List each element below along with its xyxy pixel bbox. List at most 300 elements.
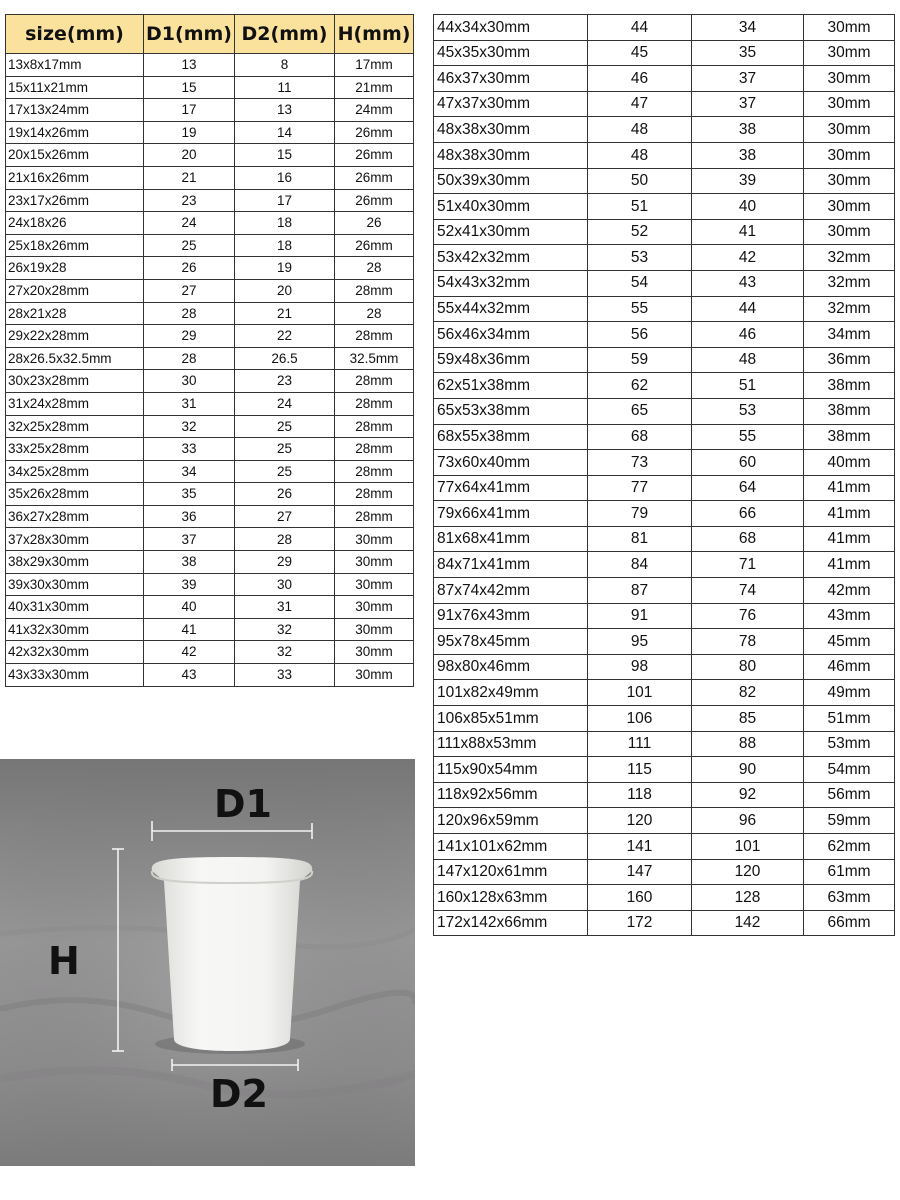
cell-d2: 27 (235, 505, 335, 528)
cell-d2: 46 (692, 322, 804, 348)
cell-d2: 28 (235, 528, 335, 551)
cell-h: 30mm (804, 66, 895, 92)
cell-d1: 29 (144, 325, 235, 348)
cell-d1: 35 (144, 483, 235, 506)
cell-d2: 96 (692, 808, 804, 834)
cell-size: 87x74x42mm (434, 578, 588, 604)
table-row (434, 296, 895, 322)
cell-size: 79x66x41mm (434, 501, 588, 527)
cell-size: 23x17x26mm (6, 189, 144, 212)
cell-h: 30mm (804, 15, 895, 41)
cell-d1: 91 (588, 603, 692, 629)
cell-size: 30x23x28mm (6, 370, 144, 393)
cell-d1: 44 (588, 15, 692, 41)
cell-h: 42mm (804, 578, 895, 604)
table-row (434, 450, 895, 476)
cell-d1: 37 (144, 528, 235, 551)
cell-size: 13x8x17mm (6, 54, 144, 77)
cell-size: 40x31x30mm (6, 596, 144, 619)
cell-d1: 111 (588, 731, 692, 757)
table-row (6, 257, 414, 280)
cell-d2: 19 (235, 257, 335, 280)
table-row (434, 834, 895, 860)
cell-d1: 56 (588, 322, 692, 348)
cell-h: 26mm (335, 166, 414, 189)
cell-d1: 120 (588, 808, 692, 834)
cell-size: 28x26.5x32.5mm (6, 347, 144, 370)
cell-d1: 47 (588, 91, 692, 117)
table-row (6, 392, 414, 415)
cell-h: 30mm (335, 551, 414, 574)
table-row (434, 526, 895, 552)
cell-d2: 32 (235, 618, 335, 641)
table-row (6, 483, 414, 506)
cell-d1: 172 (588, 910, 692, 936)
cell-h: 17mm (335, 54, 414, 77)
cell-h: 30mm (804, 40, 895, 66)
table-row (6, 347, 414, 370)
cell-d1: 77 (588, 475, 692, 501)
cell-d1: 115 (588, 757, 692, 783)
cell-d2: 23 (235, 370, 335, 393)
cell-d1: 19 (144, 121, 235, 144)
cell-h: 38mm (804, 424, 895, 450)
cell-h: 32mm (804, 270, 895, 296)
cell-h: 28 (335, 257, 414, 280)
cell-d2: 92 (692, 782, 804, 808)
cell-d1: 30 (144, 370, 235, 393)
cell-h: 28mm (335, 370, 414, 393)
cell-d2: 51 (692, 373, 804, 399)
label-d1: D1 (214, 782, 272, 826)
cell-d2: 68 (692, 526, 804, 552)
table-row (434, 706, 895, 732)
cell-size: 48x38x30mm (434, 117, 588, 143)
table-row (434, 373, 895, 399)
table-row (434, 398, 895, 424)
cell-d2: 34 (692, 15, 804, 41)
cell-size: 111x88x53mm (434, 731, 588, 757)
cell-d2: 25 (235, 415, 335, 438)
table-row (6, 144, 414, 167)
cell-size: 45x35x30mm (434, 40, 588, 66)
header-d2: D2(mm) (235, 15, 335, 54)
table-row (434, 859, 895, 885)
cell-d2: 11 (235, 76, 335, 99)
cell-h: 26mm (335, 189, 414, 212)
cell-h: 28 (335, 302, 414, 325)
table-row (434, 40, 895, 66)
cell-d2: 101 (692, 834, 804, 860)
cell-d2: 42 (692, 245, 804, 271)
cell-d2: 25 (235, 460, 335, 483)
table-row (6, 641, 414, 664)
cell-d1: 34 (144, 460, 235, 483)
table-row (434, 501, 895, 527)
cell-size: 51x40x30mm (434, 194, 588, 220)
cell-d2: 14 (235, 121, 335, 144)
cell-d1: 73 (588, 450, 692, 476)
cell-d2: 142 (692, 910, 804, 936)
table-row (434, 424, 895, 450)
cell-d1: 25 (144, 234, 235, 257)
table-row (6, 234, 414, 257)
cell-d1: 36 (144, 505, 235, 528)
cell-size: 172x142x66mm (434, 910, 588, 936)
cell-size: 24x18x26 (6, 212, 144, 235)
cell-d1: 33 (144, 438, 235, 461)
cell-size: 50x39x30mm (434, 168, 588, 194)
cell-d1: 59 (588, 347, 692, 373)
table-row (6, 664, 414, 687)
cell-h: 36mm (804, 347, 895, 373)
cell-size: 35x26x28mm (6, 483, 144, 506)
table-row (6, 618, 414, 641)
cell-h: 30mm (335, 528, 414, 551)
cell-d2: 25 (235, 438, 335, 461)
cell-d2: 128 (692, 885, 804, 911)
cell-size: 39x30x30mm (6, 573, 144, 596)
cell-d1: 48 (588, 117, 692, 143)
cell-h: 56mm (804, 782, 895, 808)
cell-d1: 32 (144, 415, 235, 438)
cell-d1: 87 (588, 578, 692, 604)
cell-d2: 31 (235, 596, 335, 619)
table-row (434, 15, 895, 41)
cell-h: 30mm (335, 573, 414, 596)
size-table-left (5, 14, 414, 687)
header-h: H(mm) (335, 15, 414, 54)
cell-d2: 90 (692, 757, 804, 783)
cell-d1: 98 (588, 654, 692, 680)
cell-d1: 15 (144, 76, 235, 99)
size-table-right (433, 14, 895, 936)
cell-d2: 55 (692, 424, 804, 450)
table-row (434, 117, 895, 143)
cell-d2: 8 (235, 54, 335, 77)
cell-size: 68x55x38mm (434, 424, 588, 450)
cell-size: 27x20x28mm (6, 279, 144, 302)
cell-size: 53x42x32mm (434, 245, 588, 271)
cell-d1: 51 (588, 194, 692, 220)
table-row (6, 76, 414, 99)
cell-d1: 42 (144, 641, 235, 664)
table-row (6, 166, 414, 189)
silicone-stopper (152, 857, 312, 1051)
cell-d2: 15 (235, 144, 335, 167)
cell-d1: 53 (588, 245, 692, 271)
cell-h: 49mm (804, 680, 895, 706)
cell-d2: 82 (692, 680, 804, 706)
cell-d2: 21 (235, 302, 335, 325)
table-row (434, 680, 895, 706)
cell-d2: 44 (692, 296, 804, 322)
cell-d2: 29 (235, 551, 335, 574)
cell-size: 56x46x34mm (434, 322, 588, 348)
cell-size: 32x25x28mm (6, 415, 144, 438)
cell-d1: 141 (588, 834, 692, 860)
cell-d2: 38 (692, 142, 804, 168)
cell-h: 24mm (335, 99, 414, 122)
cell-d2: 33 (235, 664, 335, 687)
table-row (434, 578, 895, 604)
table-row (6, 573, 414, 596)
cell-d1: 48 (588, 142, 692, 168)
cell-size: 48x38x30mm (434, 142, 588, 168)
cell-h: 38mm (804, 398, 895, 424)
cell-h: 26 (335, 212, 414, 235)
table-row (6, 302, 414, 325)
cell-h: 61mm (804, 859, 895, 885)
table-row (6, 279, 414, 302)
cell-d2: 37 (692, 66, 804, 92)
cell-h: 63mm (804, 885, 895, 911)
cell-h: 30mm (804, 117, 895, 143)
cell-size: 29x22x28mm (6, 325, 144, 348)
cell-h: 41mm (804, 552, 895, 578)
table-row (434, 629, 895, 655)
cell-h: 21mm (335, 76, 414, 99)
table-row (434, 654, 895, 680)
header-d1: D1(mm) (144, 15, 235, 54)
cell-d1: 68 (588, 424, 692, 450)
cell-h: 30mm (335, 641, 414, 664)
cell-size: 84x71x41mm (434, 552, 588, 578)
cell-h: 28mm (335, 483, 414, 506)
cell-d2: 85 (692, 706, 804, 732)
cell-d2: 41 (692, 219, 804, 245)
cell-size: 42x32x30mm (6, 641, 144, 664)
cell-size: 65x53x38mm (434, 398, 588, 424)
cell-d1: 24 (144, 212, 235, 235)
table-row (6, 54, 414, 77)
cell-d1: 101 (588, 680, 692, 706)
cell-size: 95x78x45mm (434, 629, 588, 655)
cell-size: 115x90x54mm (434, 757, 588, 783)
cell-h: 26mm (335, 234, 414, 257)
cell-d1: 21 (144, 166, 235, 189)
cell-d2: 40 (692, 194, 804, 220)
cell-d1: 52 (588, 219, 692, 245)
cell-size: 38x29x30mm (6, 551, 144, 574)
cell-d2: 26 (235, 483, 335, 506)
cell-d2: 20 (235, 279, 335, 302)
cell-h: 28mm (335, 392, 414, 415)
cell-d1: 23 (144, 189, 235, 212)
cell-h: 41mm (804, 501, 895, 527)
cell-size: 55x44x32mm (434, 296, 588, 322)
cell-d2: 66 (692, 501, 804, 527)
cell-size: 62x51x38mm (434, 373, 588, 399)
cell-d1: 106 (588, 706, 692, 732)
cell-size: 118x92x56mm (434, 782, 588, 808)
cell-h: 53mm (804, 731, 895, 757)
table-row (6, 325, 414, 348)
cell-d2: 24 (235, 392, 335, 415)
cell-size: 81x68x41mm (434, 526, 588, 552)
cell-d1: 81 (588, 526, 692, 552)
label-h: H (48, 939, 80, 983)
cell-d1: 45 (588, 40, 692, 66)
cell-h: 41mm (804, 526, 895, 552)
cell-size: 147x120x61mm (434, 859, 588, 885)
cell-h: 32.5mm (335, 347, 414, 370)
cell-h: 30mm (804, 194, 895, 220)
table-row (434, 347, 895, 373)
cell-h: 54mm (804, 757, 895, 783)
cell-h: 66mm (804, 910, 895, 936)
cell-size: 33x25x28mm (6, 438, 144, 461)
cell-d2: 43 (692, 270, 804, 296)
cell-d2: 35 (692, 40, 804, 66)
cell-d1: 26 (144, 257, 235, 280)
cell-size: 41x32x30mm (6, 618, 144, 641)
table-row (6, 189, 414, 212)
header-size: size(mm) (6, 15, 144, 54)
cell-h: 46mm (804, 654, 895, 680)
cell-d1: 20 (144, 144, 235, 167)
cell-size: 28x21x28 (6, 302, 144, 325)
cell-size: 46x37x30mm (434, 66, 588, 92)
cell-d2: 17 (235, 189, 335, 212)
cell-d2: 16 (235, 166, 335, 189)
cell-h: 28mm (335, 460, 414, 483)
cell-d1: 147 (588, 859, 692, 885)
table-row (6, 212, 414, 235)
cell-size: 21x16x26mm (6, 166, 144, 189)
table-row (434, 910, 895, 936)
table-row (6, 505, 414, 528)
table-row (434, 322, 895, 348)
table-row (434, 731, 895, 757)
table-row (6, 438, 414, 461)
cell-h: 43mm (804, 603, 895, 629)
cell-size: 54x43x32mm (434, 270, 588, 296)
cell-h: 32mm (804, 296, 895, 322)
cell-h: 40mm (804, 450, 895, 476)
cell-h: 28mm (335, 505, 414, 528)
table-row (434, 194, 895, 220)
cell-d1: 31 (144, 392, 235, 415)
cell-d2: 38 (692, 117, 804, 143)
cell-size: 73x60x40mm (434, 450, 588, 476)
cell-d1: 41 (144, 618, 235, 641)
table-row (434, 168, 895, 194)
product-photo (0, 759, 415, 1166)
table-row (6, 99, 414, 122)
cell-d2: 78 (692, 629, 804, 655)
cell-d2: 30 (235, 573, 335, 596)
cell-d1: 118 (588, 782, 692, 808)
table-row (434, 142, 895, 168)
cell-h: 30mm (804, 168, 895, 194)
cell-size: 52x41x30mm (434, 219, 588, 245)
cell-d1: 43 (144, 664, 235, 687)
cell-h: 51mm (804, 706, 895, 732)
cell-size: 59x48x36mm (434, 347, 588, 373)
cell-size: 44x34x30mm (434, 15, 588, 41)
cell-size: 160x128x63mm (434, 885, 588, 911)
cell-d2: 80 (692, 654, 804, 680)
cell-d1: 28 (144, 302, 235, 325)
table-row (6, 121, 414, 144)
cell-d1: 17 (144, 99, 235, 122)
cell-d1: 79 (588, 501, 692, 527)
table-row (434, 808, 895, 834)
cell-d2: 37 (692, 91, 804, 117)
cell-h: 62mm (804, 834, 895, 860)
cell-d2: 13 (235, 99, 335, 122)
cell-size: 26x19x28 (6, 257, 144, 280)
cell-d2: 120 (692, 859, 804, 885)
cell-h: 45mm (804, 629, 895, 655)
cell-size: 98x80x46mm (434, 654, 588, 680)
cell-d1: 65 (588, 398, 692, 424)
table-row (434, 219, 895, 245)
cell-size: 37x28x30mm (6, 528, 144, 551)
cell-d1: 55 (588, 296, 692, 322)
cell-size: 43x33x30mm (6, 664, 144, 687)
cell-h: 30mm (804, 142, 895, 168)
cell-d1: 54 (588, 270, 692, 296)
cell-h: 28mm (335, 279, 414, 302)
cell-h: 28mm (335, 438, 414, 461)
cell-h: 30mm (335, 664, 414, 687)
cell-size: 106x85x51mm (434, 706, 588, 732)
cell-h: 30mm (335, 596, 414, 619)
cell-size: 25x18x26mm (6, 234, 144, 257)
cell-h: 26mm (335, 144, 414, 167)
cell-size: 36x27x28mm (6, 505, 144, 528)
cell-size: 77x64x41mm (434, 475, 588, 501)
cell-d2: 74 (692, 578, 804, 604)
cell-d2: 48 (692, 347, 804, 373)
cell-h: 30mm (804, 91, 895, 117)
cell-h: 32mm (804, 245, 895, 271)
cell-d1: 84 (588, 552, 692, 578)
cell-d1: 38 (144, 551, 235, 574)
table-row (434, 475, 895, 501)
cell-d2: 88 (692, 731, 804, 757)
cell-h: 26mm (335, 121, 414, 144)
cell-d2: 60 (692, 450, 804, 476)
label-d2: D2 (210, 1072, 268, 1116)
cell-size: 17x13x24mm (6, 99, 144, 122)
cell-size: 120x96x59mm (434, 808, 588, 834)
table-row (6, 370, 414, 393)
cell-d2: 18 (235, 234, 335, 257)
cell-h: 30mm (335, 618, 414, 641)
table-row (6, 528, 414, 551)
cell-d1: 40 (144, 596, 235, 619)
cell-d1: 28 (144, 347, 235, 370)
cell-d1: 50 (588, 168, 692, 194)
cell-size: 34x25x28mm (6, 460, 144, 483)
cell-d1: 13 (144, 54, 235, 77)
table-row (434, 603, 895, 629)
cell-d2: 22 (235, 325, 335, 348)
cell-size: 19x14x26mm (6, 121, 144, 144)
cell-d1: 95 (588, 629, 692, 655)
cell-h: 38mm (804, 373, 895, 399)
cell-size: 101x82x49mm (434, 680, 588, 706)
cell-h: 28mm (335, 415, 414, 438)
cell-d1: 27 (144, 279, 235, 302)
table-row (434, 782, 895, 808)
cell-h: 41mm (804, 475, 895, 501)
cell-d2: 26.5 (235, 347, 335, 370)
cell-h: 28mm (335, 325, 414, 348)
